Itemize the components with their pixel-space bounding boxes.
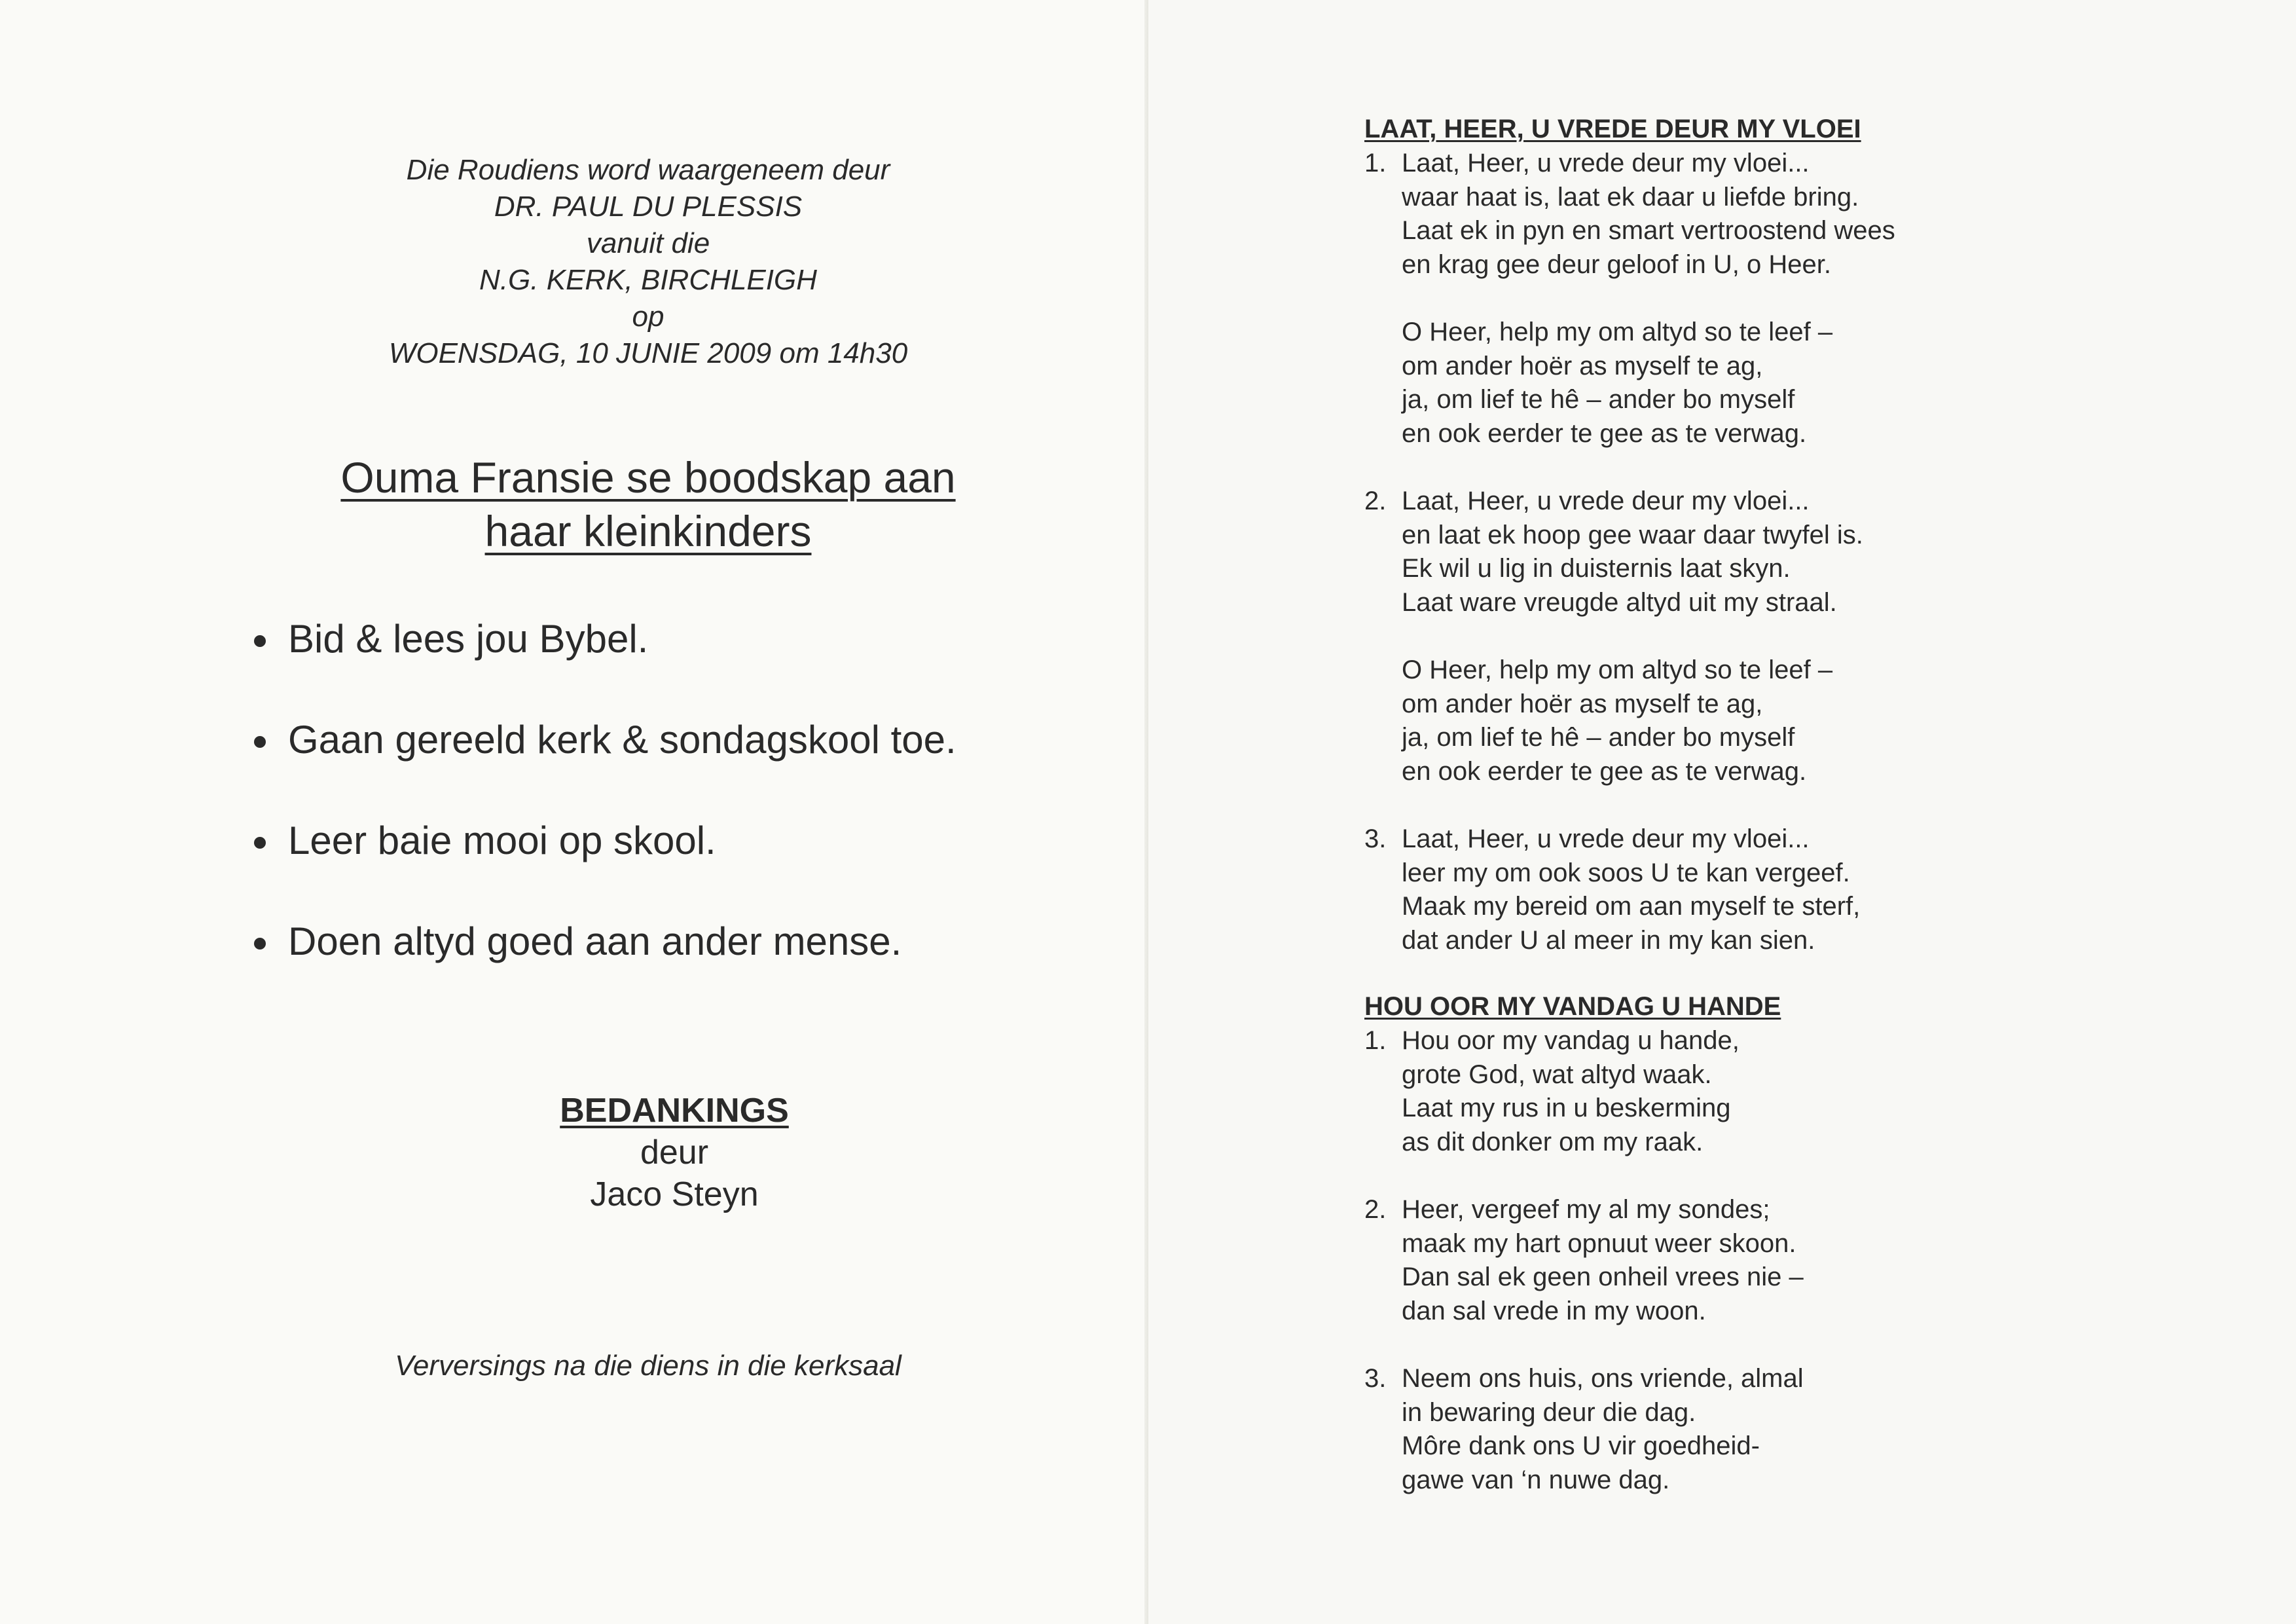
message-title-line: Ouma Fransie se boodskap aan xyxy=(340,453,956,502)
bullet-icon xyxy=(254,736,266,748)
refreshments-note: Verversings na die diens in die kerksaal xyxy=(395,1350,902,1382)
bullet-icon xyxy=(254,938,266,950)
service-date: WOENSDAG, 10 JUNIE 2009 om 14h30 xyxy=(388,337,908,369)
verse-line: Dan sal ek geen onheil vrees nie – xyxy=(1402,1263,1804,1291)
verse-line: ja, om lief te hê – ander bo myself xyxy=(1402,723,1795,752)
hymn-title: LAAT, HEER, U VREDE DEUR MY VLOEI xyxy=(1364,115,1861,143)
thanks-by: deur xyxy=(640,1134,709,1172)
service-line: op xyxy=(632,301,665,333)
verse-line: O Heer, help my om altyd so te leef – xyxy=(1402,318,1833,346)
list-item-text: Leer baie mooi op skool. xyxy=(288,819,716,862)
list-item xyxy=(288,616,957,663)
message-title-line: haar kleinkinders xyxy=(484,507,812,555)
verse-line: en ook eerder te gee as te verwag. xyxy=(1402,756,1807,786)
list-item-text: Bid & lees jou Bybel. xyxy=(288,617,649,661)
list-item xyxy=(288,817,957,864)
verse-line: Laat ware vreugde altyd uit my straal. xyxy=(1402,587,1837,617)
verse-line: Heer, vergeef my al my sondes; xyxy=(1402,1195,1770,1224)
list-item-text: Gaan gereeld kerk & sondagskool toe. xyxy=(288,718,957,762)
verse-line: om ander hoër as myself te ag, xyxy=(1402,689,1763,718)
list-item-text: Doen altyd goed aan ander mense. xyxy=(288,919,902,963)
bullet-icon xyxy=(254,837,266,849)
message-list xyxy=(288,616,957,1019)
verse-line: maak my hart opnuut weer skoon. xyxy=(1402,1228,1796,1258)
verse-line: as dit donker om my raak. xyxy=(1402,1127,1704,1156)
verse-line: dat ander U al meer in my kan sien. xyxy=(1402,925,1815,955)
verse-line: Laat ek in pyn en smart vertroostend wees xyxy=(1402,216,1895,245)
verse-line: Ek wil u lig in duisternis laat skyn. xyxy=(1402,554,1791,583)
right-page xyxy=(1148,0,2296,1624)
service-info xyxy=(170,152,1126,372)
service-line: vanuit die xyxy=(586,227,710,259)
verse-line: Hou oor my vandag u hande, xyxy=(1402,1026,1740,1055)
verse-line: Laat my rus in u beskerming xyxy=(1402,1094,1731,1122)
verse-line: ja, om lief te hê – ander bo myself xyxy=(1402,385,1795,414)
message-title xyxy=(170,451,1126,558)
verse-line: waar haat is, laat ek daar u liefde bring. xyxy=(1402,182,1859,212)
verse-line: en ook eerder te gee as te verwag. xyxy=(1402,418,1807,448)
bullet-icon xyxy=(254,635,266,647)
verse-number: 2. xyxy=(1364,1195,1387,1224)
verse-line: gawe van ‘n nuwe dag. xyxy=(1402,1465,1670,1494)
verse-line: Maak my bereid om aan myself te sterf, xyxy=(1402,892,1861,921)
verse-line: leer my om ook soos U te kan vergeef. xyxy=(1402,858,1850,887)
verse-line: om ander hoër as myself te ag, xyxy=(1402,351,1763,380)
thanks-section xyxy=(367,1090,982,1215)
verse-line: en krag gee deur geloof in U, o Heer. xyxy=(1402,249,1831,279)
list-item xyxy=(288,918,957,965)
verse-line: Môre dank ons U vir goedheid- xyxy=(1402,1431,1760,1460)
service-line: Die Roudiens word waargeneem deur xyxy=(406,154,890,186)
verse-number: 1. xyxy=(1364,149,1387,177)
verse-number: 2. xyxy=(1364,487,1387,515)
verse-line: grote God, wat altyd waak. xyxy=(1402,1060,1712,1089)
verse-line: in bewaring deur die dag. xyxy=(1402,1397,1696,1427)
verse-line: Laat, Heer, u vrede deur my vloei... xyxy=(1402,824,1810,853)
church-name: N.G. KERK, BIRCHLEIGH xyxy=(479,264,817,296)
verse-line: dan sal vrede in my woon. xyxy=(1402,1296,1706,1325)
verse-number: 3. xyxy=(1364,824,1387,853)
verse-line: Laat, Heer, u vrede deur my vloei... xyxy=(1402,487,1810,515)
list-item xyxy=(288,716,957,764)
hymn-title: HOU OOR MY VANDAG U HANDE xyxy=(1364,992,1781,1021)
verse-line: Laat, Heer, u vrede deur my vloei... xyxy=(1402,149,1810,177)
verse-line: O Heer, help my om altyd so te leef – xyxy=(1402,655,1833,684)
verse-number: 3. xyxy=(1364,1364,1387,1393)
thanks-name: Jaco Steyn xyxy=(590,1175,759,1213)
verse-number: 1. xyxy=(1364,1026,1387,1055)
verse-line: en laat ek hoop gee waar daar twyfel is. xyxy=(1402,520,1863,549)
verse-line: Neem ons huis, ons vriende, almal xyxy=(1402,1364,1804,1393)
minister-name: DR. PAUL DU PLESSIS xyxy=(494,191,803,223)
thanks-heading: BEDANKINGS xyxy=(560,1092,789,1130)
